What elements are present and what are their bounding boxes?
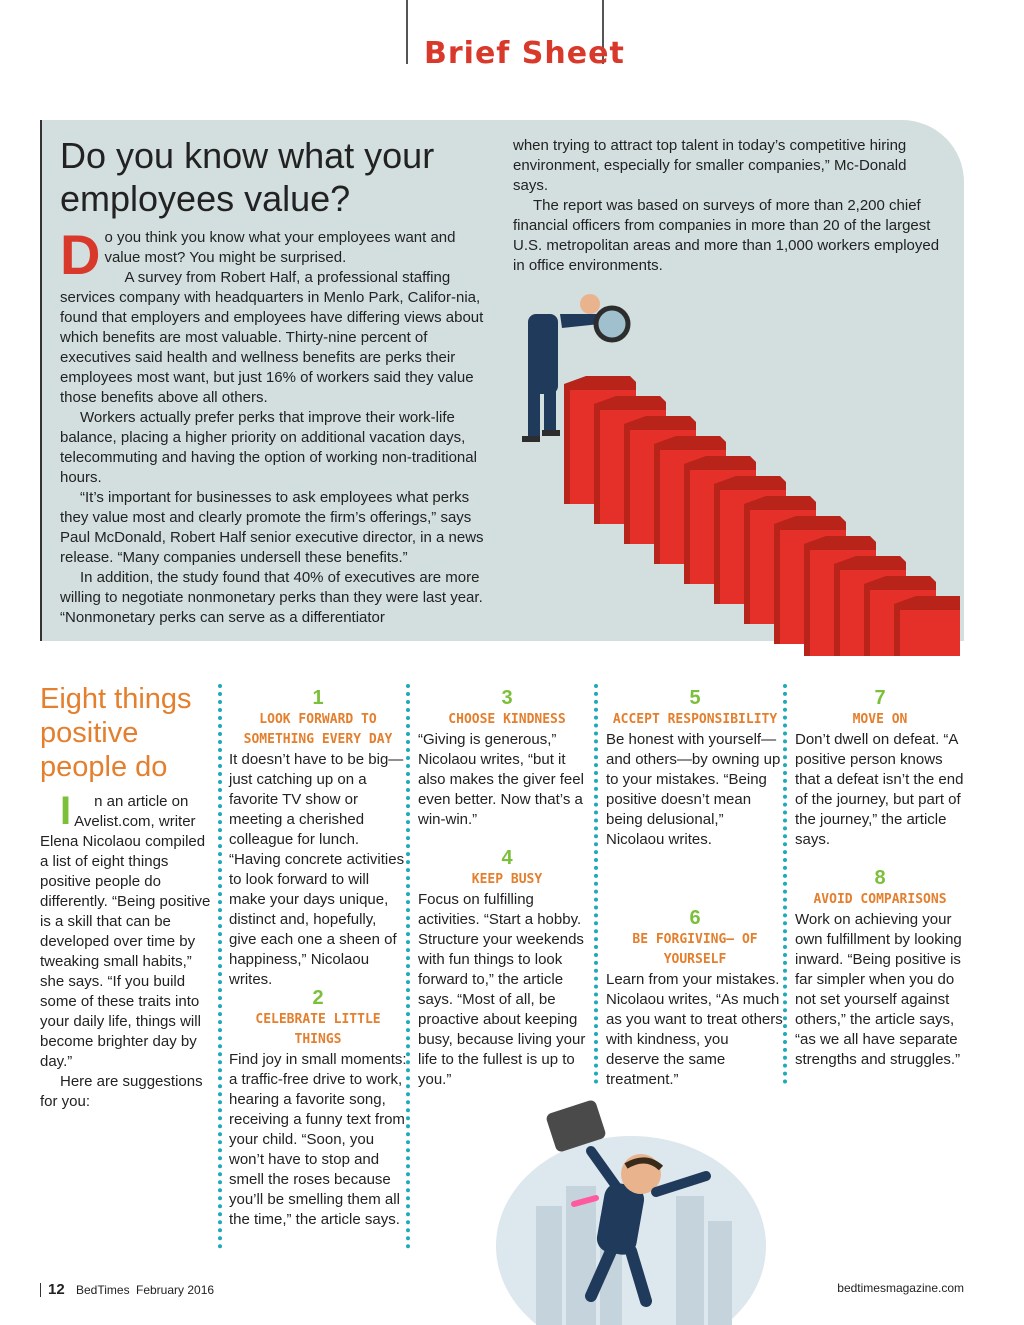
tip-5 [606,686,784,850]
red-folder-stack [564,376,960,656]
article-left-column [60,223,492,628]
drop-cap: I [60,789,72,833]
tip-heading: BE FORGIVING— OF YOURSELF [632,932,758,967]
drop-cap: D [60,223,101,286]
jumping-businessman-illustration [496,1096,766,1325]
tip-heading: CELEBRATE LITTLE THINGS [255,1012,381,1047]
article-paragraph: Workers actually prefer perks that improve their work-life balance, placing a higher priority on additional vacation days, telecommuting and having the option of working non-traditional hours. [60,409,477,486]
footer-rule [40,1283,41,1297]
article-lead: o you think you know what your employees want and value most? You might be surprised. [104,229,456,266]
article-continuation: when trying to attract top talent in today’s competitive hiring environment, especially for smaller companies,” Mc-Donald says. [513,137,907,194]
tip-heading: KEEP BUSY [471,872,543,887]
tip-text: It doesn’t have to be big—just catching up on a favorite TV show or meeting a cherished colleague for lunch. “Having concrete activities to look forward to will make your days unique, distinct and, hopefully, give each one a sheen of happiness,” Nicolaou writes. [229,751,405,988]
tip-3 [418,686,596,830]
tip-6 [606,906,784,1090]
article-lead-paragraph [60,223,492,286]
tip-number: 8 [874,867,886,889]
article-paragraph: In addition, the study found that 40% of executives are more willing to negotiate nonmonetary perks than they were last year. “Nonmonetary perks can serve as a differentiator [60,569,483,626]
tip-heading: AVOID COMPARISONS [813,892,947,907]
tip-1 [229,686,407,990]
article-paragraph: A survey from Robert Half, a professional staffing services company with headquarters in Menlo Park, Califor-nia, found that employers and employees have differing views about which benefits are most valuable. Thirty-nine percent of executives said health and wellness benefits are perks their employees most want, but just 16% of workers said they value those benefits above all others. [60,269,484,406]
tip-7 [795,686,965,850]
tip-text: Find joy in small moments: a traffic-free drive to work, hearing a favorite song, receiving a funny text from your child. “Soon, you won’t have to stop and smell the roses because you’ll be smelling them all the time,” the article says. [229,1051,407,1228]
tip-8 [795,866,965,1070]
article-paragraph: “It’s important for businesses to ask employees what perks they value most and clearly promote the firm’s offerings,” says Paul McDonald, Robert Half senior executive director, in a news release. “Many companies undersell these benefits.” [60,489,484,566]
tip-number: 7 [874,687,886,709]
article-right-column [513,136,943,276]
tip-text: Focus on fulfilling activities. “Start a hobby. Structure your weekends with fun things to look forward to,” the article says. “Most of all, be proactive about keeping busy, because living your life to the fullest is up to you.” [418,891,586,1088]
tip-number: 3 [501,687,513,709]
tip-text: Work on achieving your own fulfillment by looking inward. “Being positive is far simpler when you do not set yourself against others,” the article says, “as we all have separate strengths and struggles.” [795,911,962,1068]
tip-2 [229,986,407,1230]
sidebar-intro [40,789,212,1112]
article-paragraph: The report was based on surveys of more than 2,200 chief financial officers from companies in more than 20 of the largest U.S. metropolitan areas and more than 1,000 workers employed in office environments. [513,197,940,274]
publication-name: BedTimes [76,1283,130,1297]
tip-number: 6 [689,907,701,929]
tip-text: Don’t dwell on defeat. “A positive person knows that a defeat isn’t the end of the journey, but part of the journey,” the article says. [795,731,964,848]
tip-number: 4 [501,847,513,869]
page-number: 12 [48,1281,65,1298]
issue-date: February 2016 [136,1283,215,1297]
folders-magnifier-illustration [520,284,960,656]
header-rule-left [406,0,408,64]
tip-number: 1 [312,687,324,709]
tip-heading: MOVE ON [852,712,908,727]
tip-text: Learn from your mistakes. Nicolaou writes, “As much as you want to treat others with kindness, you deserve the same treatment.” [606,971,783,1088]
sidebar-intro-paragraph [40,789,212,1072]
tip-number: 5 [689,687,701,709]
tip-text: “Giving is generous,” Nicolaou writes, “but it also makes the giver feel even better. Now that’s a win-win.” [418,731,584,828]
sidebar-intro-paragraph-2: Here are suggestions for you: [40,1073,203,1110]
feature-rule [40,120,42,641]
folder-front [900,610,960,656]
tip-4 [418,846,596,1090]
section-title: Brief Sheet [424,36,625,71]
sidebar-intro-text: n an article on Avelist.com, writer Elena Nicolaou compiled a list of eight things positive people do differently. “Being positive is a skill that can be developed over time by tweaking small habits,” she says. “If you build some of these traits into your daily life, things will become brighter day by day.” [40,793,211,1070]
tip-heading: ACCEPT RESPONSIBILITY [612,712,778,727]
article-title: Do you know what your employees value? [60,135,435,219]
dotted-divider [218,684,222,1249]
tip-number: 2 [312,987,324,1009]
tip-text: Be honest with yourself—and others—by owning up to your mistakes. “Being positive doesn’t mean being delusional,” Nicolaou writes. [606,731,781,848]
website-url[interactable]: bedtimesmagazine.com [837,1281,964,1295]
tip-heading: LOOK FORWARD TO SOMETHING EVERY DAY [243,712,393,747]
tip-heading: CHOOSE KINDNESS [448,712,566,727]
sidebar-title: Eight things positive people do [40,683,192,783]
